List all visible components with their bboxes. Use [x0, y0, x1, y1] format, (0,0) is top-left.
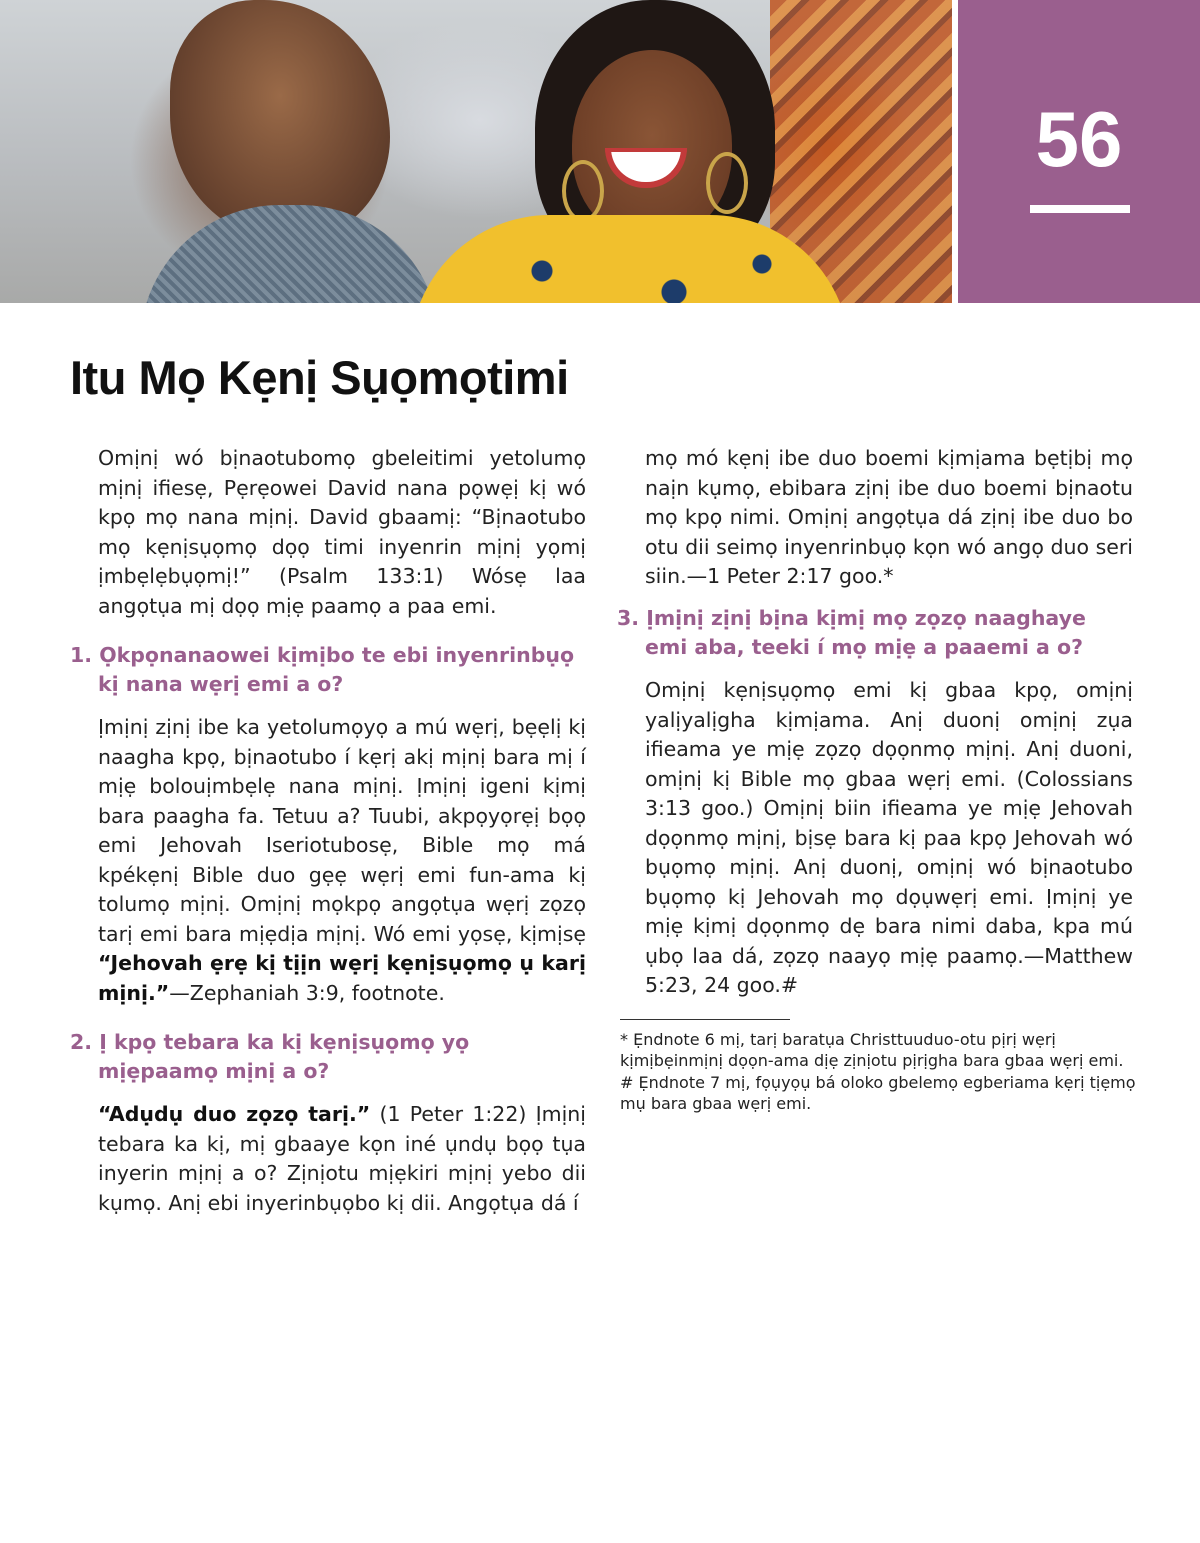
- footnote-2: # Ẹndnote 7 mị, fọụyọụ bá oloko gbelemọ egberiama kẹrị tịẹmọ mụ bara gbaa wẹrị emi.: [620, 1073, 1136, 1113]
- answer-2-continued-ref: —1 Peter 2:17 goo.*: [686, 564, 894, 588]
- question-3: 3. Ịmịnị zịnị bịna kịmị mọ zọzọ naaghaye emi aba, teeki í mọ mịẹ a paaemi a o?: [617, 606, 1086, 659]
- question-1: 1. Ọkpọnanaowei kịmịbo te ebi inyenrinbụọ kị nana wẹrị emi a o?: [70, 643, 575, 696]
- answer-1-text: Ịmịnị zịnị ibe ka yetolumọyọ a mú wẹrị, bẹẹlị kị naagha kpọ, bịnaotubo í kẹrị akị mịnị bara mị í mịẹ bolouịmbẹlẹ nana mịnị. Ịmịnị igeni kịmị bara paagha fa. Tetuu a? Tuubi, akpọyọrẹị bọọ emi Jehovah Iseriotubosẹ, Bible mọ má kpékẹnị Bible duo gẹẹ wẹrị emi fun-ama kị tolumọ mịnị. Omịnị mọkpọ angọtụa wẹrị zọzọ tarị emi bara mịẹdịa mịnị. Wó emi yọsẹ, kịmịsẹ: [98, 715, 586, 946]
- answer-2-text: (1 Peter 1:22) Ịmịnị tebara ka kị, mị gbaaye kọn iné ụndụ bọọ tụa inyerin mịnị a o? Zịnịotu mịẹkiri mịnị yebo dii kụmọ. Anị ebi inyerinbụọbo kị dii. Angọtụa dá í: [98, 1102, 586, 1215]
- answer-1-ref: —Zephaniah 3:9, footnote.: [169, 980, 445, 1005]
- header-photo: [0, 0, 952, 303]
- footnote-divider: [620, 1019, 790, 1020]
- photo-earring-left: [562, 160, 604, 222]
- chapter-number-box: [958, 0, 1200, 303]
- question-2: 2. Ị kpọ tebara ka kị kẹnịsụọmọ yọ mịẹpaamọ mịnị a o?: [70, 1030, 470, 1083]
- chapter-number-underline: [1030, 205, 1130, 213]
- right-column: [645, 444, 1133, 592]
- photo-person-left-shoulder: [140, 205, 440, 303]
- left-column: [70, 444, 586, 1218]
- answer-3-ref: —Matthew 5:23, 24 goo.#: [645, 943, 1133, 997]
- answer-2-continued-text: mọ mó kẹnị ibe duo boemi kịmịama bẹtịbị mọ naịn kụmọ, ebibara zịnị ibe duo boemi bịnaotu mọ kpọ nimi. Omịnị angọtụa dá zịnị ibe duo bo otu dii seimọ inyenrinbụọ kọn wó angọ duo seri siin.: [645, 446, 1133, 588]
- question-3-block: [617, 596, 1133, 1001]
- answer-2: [98, 1100, 586, 1218]
- chapter-number: 56: [1035, 95, 1123, 183]
- footnotes: [620, 1029, 1140, 1115]
- photo-person-left-hair: [170, 0, 390, 240]
- answer-3-text-1: Omịnị kẹnịsụọmọ emi kị gbaa kpọ, omịnị yalịyalịgha kịmịama. Anị duonị omịnị zụa ifieama ye mịẹ zọzọ dọọnmọ mịnị. Anị duoni, omịnị: [645, 678, 1133, 791]
- intro-paragraph: Omịnị wó bịnaotubomọ gbeleitimi yetolumọ mịnị ifiesẹ, Pẹrẹowei David nana pọwẹị kị wó kpọ mọ nana mịnị. David gbaamị: “Bịnaotubo mọ kẹnịsụọmọ dọọ timi inyenrin mịnị yọmị ịmbẹlẹbụọmị!” (Psalm 133:1) Wósẹ laa angọtụa mị dọọ mịẹ paamọ a paa emi.: [98, 446, 586, 618]
- answer-2-bold: “Adụdụ duo zọzọ tarị.”: [98, 1102, 371, 1126]
- answer-1: [98, 713, 586, 1008]
- answer-2-continued: [645, 444, 1133, 592]
- footnote-1: * Ẹndnote 6 mị, tarị baratụa Christtuuduo-otu pịrị wẹrị kịmịbẹinmịnị dọọn-ama dịẹ zịnịotu pịrịgha bara gbaa wẹrị emi.: [620, 1030, 1124, 1070]
- answer-3: [645, 676, 1133, 1001]
- answer-1-bold: “Jehovah ẹrẹ kị tịịn wẹrị kẹnịsụọmọ ụ karị mịnị.”: [98, 951, 586, 1005]
- photo-earring-right: [706, 152, 748, 214]
- page-title: Itu Mọ Kẹnị Sụọmọtimi: [70, 351, 569, 404]
- answer-3-text-2: kị Bible mọ gbaa wẹrị emi. (Colossians 3:13 goo.) Omịnị biin ifieama ye mịẹ Jehovah dọọnmọ mịnị, bịsẹ bara kị paa kpọ Jehovah wó bụọmọ mịnị. Anị duonị, omịnị wó bịnaotubo bụọmọ kị Jehovah mọ dọụwẹrị emi. Ịmịnị ye mịẹ kịmị dọọnmọ dẹ bara nimi daba, kpa mú ụbọ laa dá, zọzọ naayọ mịẹ paamọ.: [645, 766, 1133, 968]
